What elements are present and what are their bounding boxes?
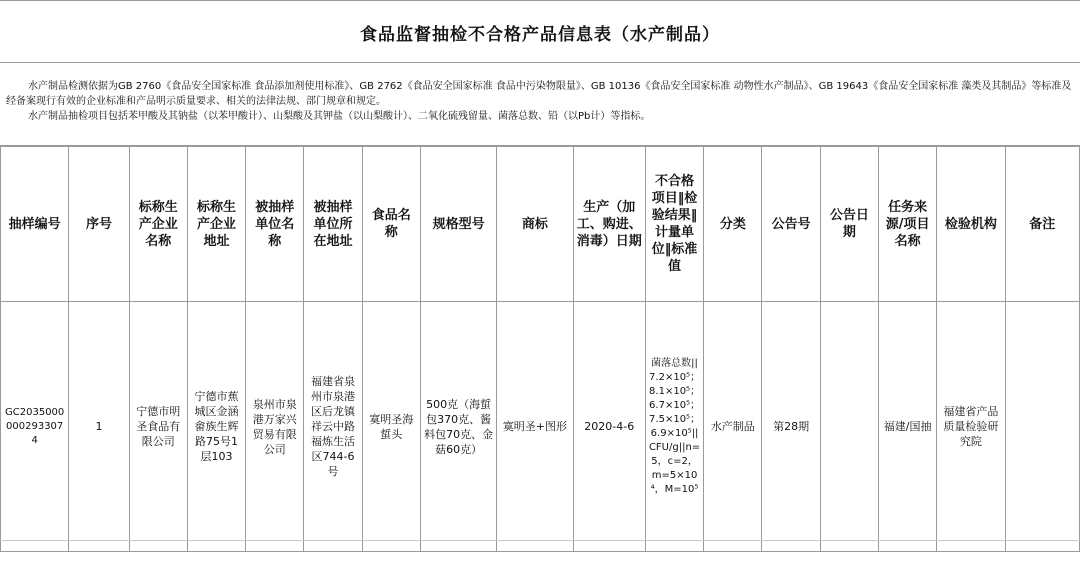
col-header-remarks: 备注: [1005, 147, 1079, 302]
cell-category: 水产制品: [704, 302, 762, 552]
col-header-sample-no: 抽样编号: [1, 147, 69, 302]
col-header-food-name: 食品名称: [362, 147, 420, 302]
cell-food-name: 寞明圣海蜇头: [362, 302, 420, 552]
col-header-testing-agency: 检验机构: [937, 147, 1005, 302]
empty-next-row: [0, 540, 1080, 561]
cell-sampled-unit-address: 福建省泉州市泉港区后龙镇祥云中路福炼生活区744-6号: [304, 302, 362, 552]
testing-basis-notes: [0, 62, 1080, 146]
testing-basis-paragraph: 水产制品检测依据为GB 2760《食品安全国家标准 食品添加剂使用标准》、GB 2762《食品安全国家标准 食品中污染物限量》、GB 10136《食品安全国家标准 动物性水产制品》、GB 19643《食品安全国家标准 藻类及其制品》等标准及经备案现行有效的企业标准和产品明示质量要求、相关的法律法规、部门规章和规定。: [6, 81, 1072, 107]
col-header-seq: 序号: [69, 147, 129, 302]
cell-sampled-unit: 泉州市泉港万家兴贸易有限公司: [246, 302, 304, 552]
unqualified-products-table: [0, 146, 1080, 552]
cell-production-date: 2020-4-6: [573, 302, 645, 552]
testing-items-paragraph: 水产制品抽检项目包括苯甲酸及其钠盐（以苯甲酸计）、山梨酸及其钾盐（以山梨酸计）、二氧化硫残留量、菌落总数、铅（以Pb计）等指标。: [28, 111, 651, 122]
cell-sample-no: GC20350000002933074: [1, 302, 69, 552]
col-header-brand: 商标: [497, 147, 573, 302]
col-header-category: 分类: [704, 147, 762, 302]
col-header-producer-name: 标称生产企业名称: [129, 147, 187, 302]
cell-testing-agency: 福建省产品质量检验研究院: [937, 302, 1005, 552]
cell-spec: 500克（海蜇包370克、酱料包70克、金菇60克）: [420, 302, 496, 552]
table-header-row: [1, 147, 1080, 302]
col-header-producer-address: 标称生产企业地址: [187, 147, 245, 302]
cell-task-source: 福建/国抽: [878, 302, 936, 552]
cell-seq: 1: [69, 302, 129, 552]
table-row: [1, 302, 1080, 552]
cell-producer-name: 宁德市明圣食品有限公司: [129, 302, 187, 552]
cell-announcement-no: 第28期: [762, 302, 820, 552]
col-header-spec: 规格型号: [420, 147, 496, 302]
col-header-sampled-unit-address: 被抽样单位所在地址: [304, 147, 362, 302]
cell-remarks: [1005, 302, 1079, 552]
col-header-announcement-date: 公告日期: [820, 147, 878, 302]
cell-producer-address: 宁德市蕉城区金涵畲族生辉路75号1层103: [187, 302, 245, 552]
col-header-production-date: 生产（加工、购进、消毒）日期: [573, 147, 645, 302]
col-header-unqualified-item: 不合格项目‖检验结果‖计量单位‖标准值: [645, 147, 703, 302]
cell-announcement-date: [820, 302, 878, 552]
sheet-title: 食品监督抽检不合格产品信息表（水产制品）: [0, 0, 1080, 63]
col-header-announcement-no: 公告号: [762, 147, 820, 302]
cell-brand: 寞明圣+图形: [497, 302, 573, 552]
cell-unqualified-item: 菌落总数||7.2×10⁵；8.1×10⁵；6.7×10⁵；7.5×10⁵；6.9×10⁵||CFU/g||n=5，c=2，m=5×10⁴，M=10⁵: [645, 302, 703, 552]
col-header-sampled-unit: 被抽样单位名称: [246, 147, 304, 302]
col-header-task-source: 任务来源/项目名称: [878, 147, 936, 302]
